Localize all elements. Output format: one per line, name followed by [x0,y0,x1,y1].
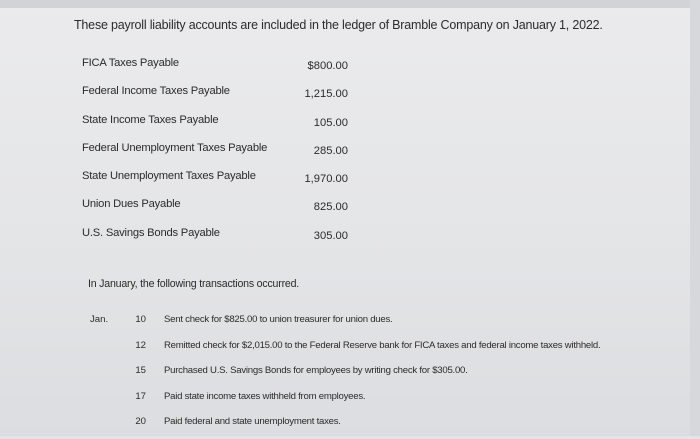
account-name: State Unemployment Taxes Payable [82,170,256,183]
transaction-row [90,311,690,337]
transaction-description: Sent check for $825.00 to union treasurer for union dues. [164,314,393,325]
transaction-description: Paid federal and state unemployment taxes. [164,416,341,427]
transaction-description: Paid state income taxes withheld from employees. [164,390,366,402]
account-amount: $800.00 [307,60,348,72]
transaction-description: Remitted check for $2,015.00 to the Federal Reserve bank for FICA taxes and federal income taxes withheld. [164,339,601,351]
transaction-day: 15 [135,365,146,376]
right-border [690,0,700,436]
transaction-row [90,362,690,388]
ledger-row [82,196,362,224]
account-amount: 1,215.00 [304,88,348,101]
ledger-table [82,55,362,253]
transaction-row [90,337,690,363]
account-amount: 105.00 [313,116,348,129]
account-name: FICA Taxes Payable [82,57,179,69]
ledger-row [82,225,362,253]
transaction-day: 12 [135,339,146,351]
ledger-row [82,140,362,168]
transaction-day: 17 [135,390,146,402]
ledger-row [82,55,362,83]
account-amount: 305.00 [313,229,348,242]
account-name: Federal Income Taxes Payable [82,85,230,98]
intro-text: These payroll liability accounts are included in the ledger of Bramble Company on January 1, 2022. [74,18,603,32]
account-amount: 285.00 [313,144,348,157]
transaction-day: 20 [135,416,146,427]
account-name: State Income Taxes Payable [82,113,219,126]
account-name: Union Dues Payable [82,198,181,211]
ledger-row [82,112,362,140]
transactions-list [90,311,690,439]
transaction-day: 10 [135,314,146,325]
ledger-row [82,83,362,111]
ledger-row [82,168,362,196]
account-amount: 1,970.00 [304,173,348,186]
account-name: U.S. Savings Bonds Payable [82,226,220,239]
transactions-intro: In January, the following transactions occurred. [88,278,300,290]
transaction-description: Purchased U.S. Savings Bonds for employees by writing check for $305.00. [164,365,468,376]
account-amount: 825.00 [313,201,348,214]
transaction-month: Jan. [90,314,109,325]
top-border [0,0,700,8]
account-name: Federal Unemployment Taxes Payable [82,141,268,154]
transaction-row [90,413,690,439]
transaction-row [90,388,690,414]
